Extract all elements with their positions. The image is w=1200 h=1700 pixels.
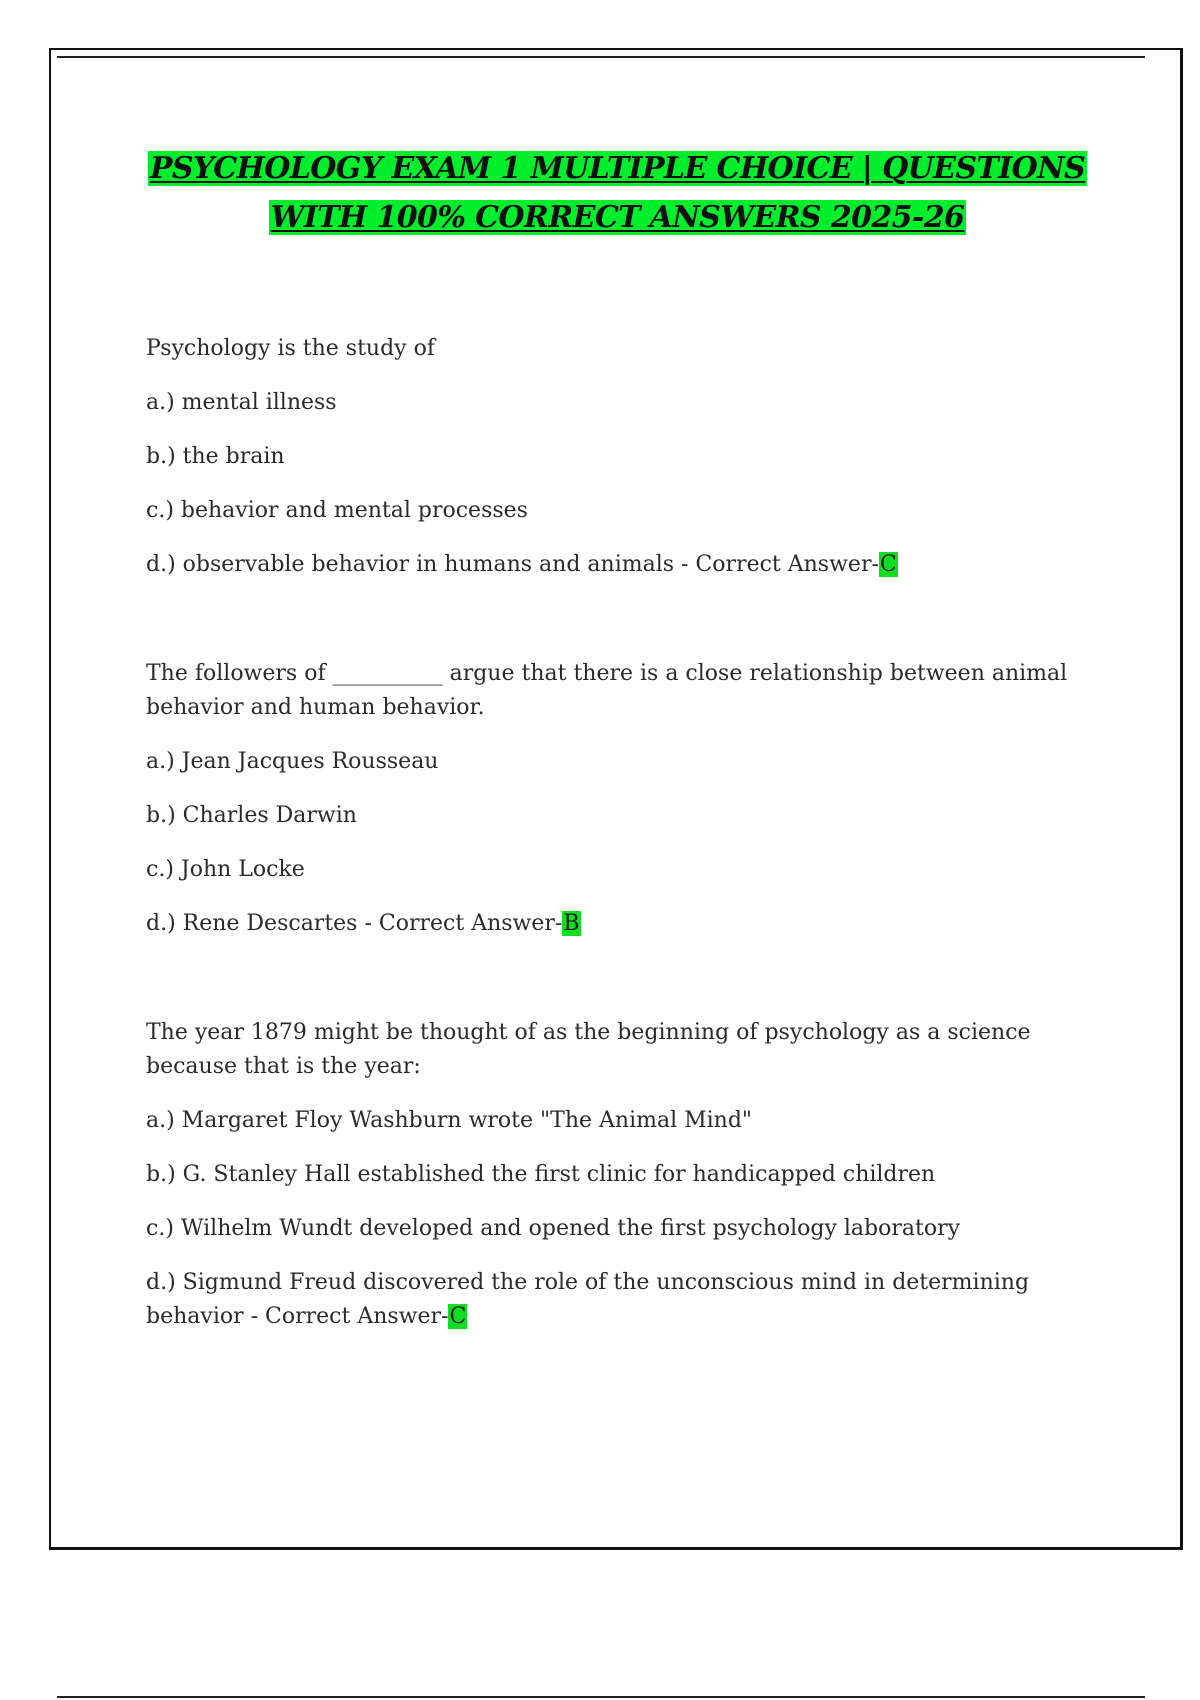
option-a: a.) mental illness (146, 390, 337, 415)
answer-prefix: - Correct Answer- (243, 1304, 449, 1329)
option-c: c.) John Locke (146, 857, 305, 882)
option-d-text: d.) Rene Descartes (146, 911, 358, 936)
correct-answer: C (449, 1304, 467, 1329)
answer-prefix: - Correct Answer- (357, 911, 563, 936)
question-2 (146, 657, 1081, 941)
option-a: a.) Jean Jacques Rousseau (146, 749, 439, 774)
question-1 (146, 332, 1081, 582)
option-d (146, 907, 1081, 941)
question-text: Psychology is the study of (146, 336, 435, 361)
correct-answer: C (879, 552, 897, 577)
bottom-rule (57, 1696, 1145, 1698)
option-d (146, 1266, 1081, 1334)
option-c: c.) behavior and mental processes (146, 498, 528, 523)
title-line-2: WITH 100% CORRECT ANSWERS 2025-26 (270, 200, 965, 235)
option-c: c.) Wilhelm Wundt developed and opened the first psychology laboratory (146, 1216, 961, 1241)
correct-answer: B (563, 911, 580, 936)
option-a: a.) Margaret Floy Washburn wrote "The Animal Mind" (146, 1108, 753, 1133)
option-d-text: d.) observable behavior in humans and animals (146, 552, 675, 577)
option-b: b.) G. Stanley Hall established the first clinic for handicapped children (146, 1162, 936, 1187)
question-3 (146, 1016, 1081, 1334)
title-line-1: PSYCHOLOGY EXAM 1 MULTIPLE CHOICE | QUESTIONS (149, 151, 1086, 186)
option-d (146, 548, 1081, 582)
option-b: b.) the brain (146, 444, 285, 469)
option-d-text: d.) Sigmund Freud discovered the role of the unconscious mind in determining behavior (146, 1270, 1030, 1329)
document-title (120, 144, 1115, 242)
option-b: b.) Charles Darwin (146, 803, 357, 828)
question-text: The followers of __________ argue that there is a close relationship between animal behavior and human behavior. (146, 661, 1068, 720)
question-text: The year 1879 might be thought of as the beginning of psychology as a science because that is the year: (146, 1020, 1031, 1079)
answer-prefix: - Correct Answer- (674, 552, 879, 577)
